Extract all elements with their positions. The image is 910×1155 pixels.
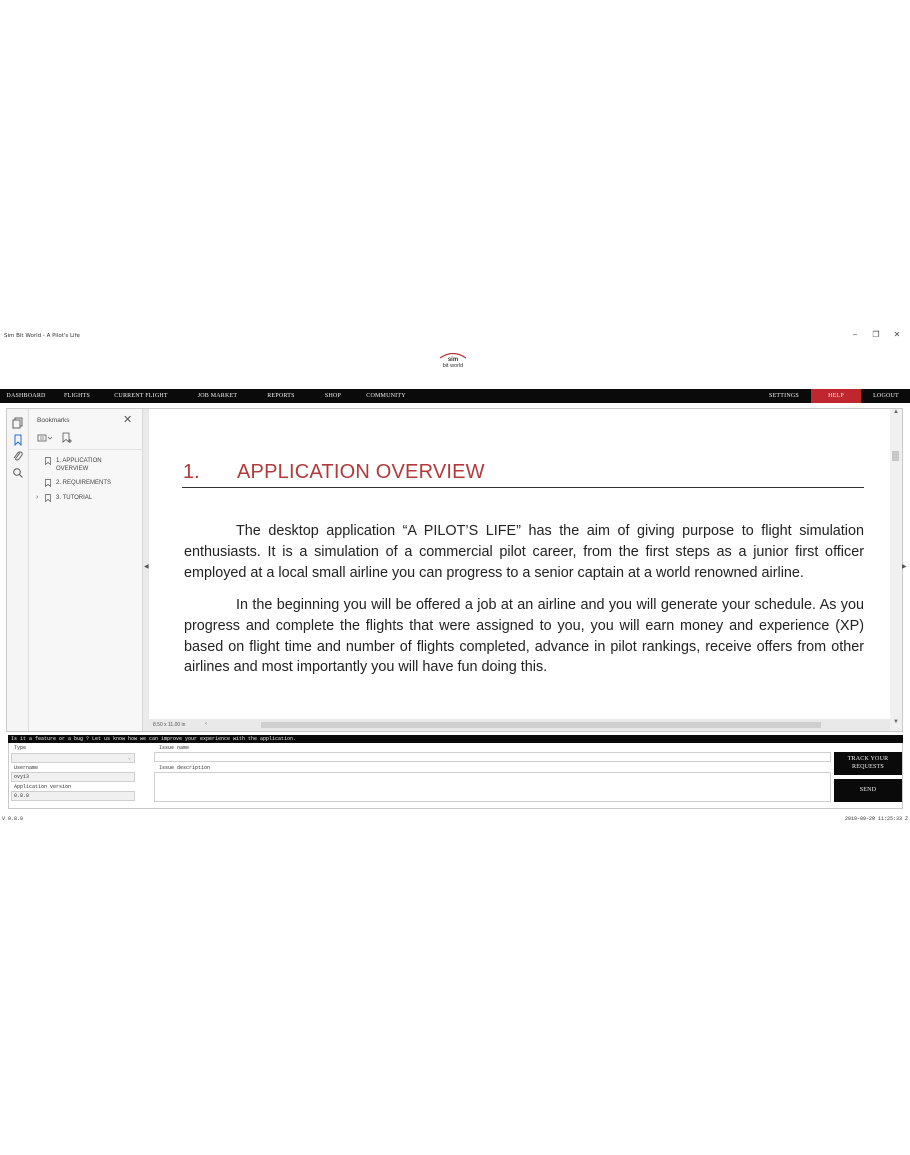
send-button[interactable]: SEND bbox=[834, 779, 902, 802]
section-number: 1. bbox=[183, 461, 200, 483]
nav-shop[interactable]: SHOP bbox=[324, 393, 342, 399]
minimize-icon[interactable]: – bbox=[852, 330, 858, 339]
viewer-tool-rail bbox=[7, 409, 29, 731]
nav-current-flight[interactable]: CURRENT FLIGHT bbox=[114, 393, 168, 399]
document-page bbox=[149, 409, 890, 719]
bookmark-marker-icon bbox=[45, 479, 51, 487]
vertical-scrollbar[interactable] bbox=[890, 409, 902, 731]
nav-dashboard[interactable]: DASHBOARD bbox=[6, 393, 46, 399]
application-window bbox=[0, 327, 910, 827]
nav-help[interactable]: HELP bbox=[811, 389, 861, 403]
logo-text-sim: sim bbox=[447, 357, 459, 363]
issue-description-label: Issue description bbox=[159, 765, 211, 771]
nav-flights[interactable]: FLIGHTS bbox=[63, 393, 91, 399]
feedback-form bbox=[8, 743, 903, 809]
search-icon[interactable] bbox=[12, 467, 24, 479]
bookmark-label: 1. APPLICATION bbox=[56, 458, 102, 464]
hscroll-thumb[interactable] bbox=[261, 722, 821, 728]
track-button-line1: TRACK YOUR bbox=[847, 756, 889, 762]
bookmarks-divider bbox=[29, 449, 143, 450]
scroll-down-icon[interactable]: ▼ bbox=[893, 719, 899, 725]
datetime-status: 2019-09-28 11:25:33 Z bbox=[844, 816, 908, 822]
type-select[interactable] bbox=[11, 753, 135, 763]
bookmarks-panel bbox=[29, 409, 143, 731]
chevron-left-icon: ◀ bbox=[144, 564, 149, 570]
window-title: Sim Bit World - A Pilot's Life bbox=[4, 333, 80, 339]
bookmark-marker-icon bbox=[45, 457, 51, 465]
logo-text-bitworld: bit world bbox=[442, 363, 464, 369]
chevron-right-icon[interactable]: › bbox=[36, 494, 39, 501]
maximize-icon[interactable]: ❐ bbox=[872, 330, 880, 339]
issue-name-input[interactable] bbox=[154, 752, 831, 762]
status-bar bbox=[0, 814, 910, 824]
version-status: V 0.8.0 bbox=[2, 816, 24, 822]
chevron-down-icon: ⌄ bbox=[127, 755, 131, 761]
attachment-icon[interactable] bbox=[12, 450, 24, 462]
username-label: Username bbox=[14, 765, 39, 771]
close-icon[interactable]: ✕ bbox=[123, 414, 133, 426]
heading-rule bbox=[182, 487, 864, 488]
bookmark-options-icon[interactable] bbox=[37, 433, 53, 443]
nav-settings[interactable]: SETTINGS bbox=[769, 393, 799, 399]
bookmarks-title: Bookmarks bbox=[37, 417, 70, 424]
body-paragraph-2: In the beginning you will be offered a job at an airline and you will generate your schedule. As you progress and complete the flights that were assigned to you, you will earn money and experience (XP) based on flight time and number of flights completed, advance in pilot rankings, receive offers from other airlines and most importantly you will have fun doing this. bbox=[184, 597, 864, 676]
bookmark-item-overview[interactable] bbox=[56, 457, 102, 473]
body-paragraph-1: The desktop application “A PILOT’S LIFE” has the aim of giving purpose to flight simulation enthusiasts. It is a simulation of a commercial pilot career, from the first steps as a junior first officer employed at a local small airline you can progress to a senior captain at a world renowned airline. bbox=[184, 523, 864, 581]
sim-bit-world-logo bbox=[430, 351, 476, 375]
pdf-viewer bbox=[6, 408, 907, 732]
title-bar bbox=[0, 327, 910, 345]
scroll-thumb[interactable] bbox=[892, 451, 899, 461]
add-bookmark-icon[interactable] bbox=[61, 432, 73, 444]
horizontal-scrollbar[interactable] bbox=[149, 719, 890, 731]
bookmark-marker-icon bbox=[45, 494, 51, 502]
bookmark-label: 2. REQUIREMENTS bbox=[56, 480, 112, 486]
bookmark-icon[interactable] bbox=[12, 434, 24, 446]
bookmark-label: 3. TUTORIAL bbox=[56, 495, 93, 501]
chevron-right-icon[interactable]: ▶ bbox=[902, 564, 907, 570]
nav-community[interactable]: COMMUNITY bbox=[366, 393, 406, 399]
scroll-up-icon[interactable]: ▲ bbox=[893, 409, 899, 415]
nav-reports[interactable]: REPORTS bbox=[267, 393, 295, 399]
issue-name-label: Issue name bbox=[159, 745, 190, 751]
issue-description-input[interactable] bbox=[154, 772, 831, 802]
track-button-line2: REQUESTS bbox=[852, 764, 884, 770]
username-field: ovy13 bbox=[11, 772, 135, 782]
type-label: Type bbox=[14, 745, 27, 751]
bookmark-item-tutorial[interactable] bbox=[36, 494, 93, 502]
feedback-header: Is it a feature or a bug ? Let us know how we can improve your experience with the application. bbox=[8, 735, 903, 743]
close-window-icon[interactable]: ✕ bbox=[893, 330, 901, 339]
bookmark-label-cont: OVERVIEW bbox=[56, 466, 89, 472]
nav-job-market[interactable]: JOB MARKET bbox=[197, 393, 238, 399]
bookmark-item-requirements[interactable] bbox=[56, 479, 111, 487]
version-field: 0.8.0 bbox=[11, 791, 135, 801]
version-label: Application version bbox=[14, 784, 72, 790]
page-thumbnails-icon[interactable] bbox=[12, 417, 24, 429]
main-nav bbox=[0, 389, 910, 403]
scroll-left-icon[interactable]: ‹ bbox=[205, 721, 207, 727]
nav-logout[interactable]: LOGOUT bbox=[873, 393, 899, 399]
page-size-label: 8.50 x 11.00 in bbox=[153, 722, 186, 728]
track-requests-button[interactable] bbox=[834, 752, 902, 775]
section-title: APPLICATION OVERVIEW bbox=[237, 461, 485, 483]
